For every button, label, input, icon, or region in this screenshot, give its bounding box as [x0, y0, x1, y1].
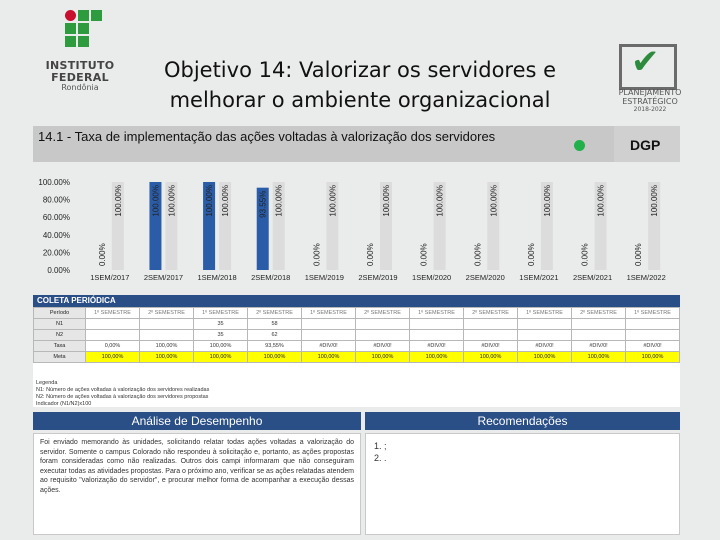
data-label: 100.00% [542, 185, 552, 217]
table-cell: 58 [248, 319, 302, 330]
table-cell [572, 319, 626, 330]
column-header: 1º SEMESTRE [86, 308, 140, 319]
table-cell: 100,00% [572, 352, 626, 363]
data-label: 100.00% [382, 185, 391, 217]
column-header: 2º SEMESTRE [248, 308, 302, 319]
table-row [34, 319, 680, 330]
table-cell [410, 330, 464, 341]
x-tick-label: 1SEM/2022 [626, 273, 666, 282]
data-label: 93.55% [258, 190, 268, 218]
analise-header: Análise de Desempenho [33, 412, 361, 430]
data-label: 100.00% [113, 185, 123, 217]
data-label: 100.00% [435, 185, 445, 217]
table-cell [518, 330, 572, 341]
table-row [34, 341, 680, 352]
column-header: 2º SEMESTRE [572, 308, 626, 319]
indicator-title: 14.1 - Taxa de implementação das ações voltadas à valorização dos servidores [38, 129, 496, 144]
table-cell: 0,00% [86, 341, 140, 352]
x-tick-label: 1SEM/2019 [304, 273, 344, 282]
table-cell [572, 330, 626, 341]
row-label: N1 [34, 319, 86, 330]
if-logo-text-2: FEDERAL [51, 71, 109, 84]
coleta-title: COLETA PERIÓDICA [37, 296, 116, 305]
column-header: 2º SEMESTRE [140, 308, 194, 319]
recomendacoes-header: Recomendações [365, 412, 680, 430]
table-cell [464, 319, 518, 330]
table-row [34, 330, 680, 341]
column-header: 1º SEMESTRE [194, 308, 248, 319]
table-cell [518, 319, 572, 330]
legend-line: Legenda [36, 380, 58, 386]
table-cell: 62 [248, 330, 302, 341]
if-logo-text-3: Rondônia [61, 83, 99, 92]
table-row [34, 352, 680, 363]
table-cell: 100,00% [248, 352, 302, 363]
table-cell [86, 319, 140, 330]
recomendacoes-list [366, 434, 679, 470]
y-tick-label: 0.00% [47, 266, 70, 275]
analise-text: Foi enviado memorando às unidades, solicitando relatar todas ações voltadas a valorização do servidor. Somente o campus Colorado não respondeu à solicitação e, portanto, as ações propostas foram consideradas como não realizadas. Outros dois campi informaram que não conseguiram executar todas as atividades propostas. Para o próximo ano, verificar se as ações relatadas atendem ao requisito "valorização do servidor", e procurar melhor forma de acompanhar a execução dessas ações. [40, 439, 355, 494]
status-indicator [574, 140, 585, 151]
coleta-header [33, 295, 680, 307]
table-cell [626, 330, 680, 341]
data-label: 0.00% [526, 243, 536, 266]
table-cell [356, 330, 410, 341]
table-cell: #DIV/0! [518, 341, 572, 352]
table-cell: #DIV/0! [356, 341, 410, 352]
y-tick-label: 100.00% [38, 178, 70, 187]
y-tick-label: 80.00% [42, 195, 70, 205]
pe-logo-text-2: ESTRATÉGICO [622, 97, 678, 106]
table-cell: 35 [194, 330, 248, 341]
x-tick-label: 2SEM/2021 [572, 273, 613, 282]
if-logo-text-1: INSTITUTO [45, 59, 115, 72]
table-cell: 100,00% [356, 352, 410, 363]
table-cell: 100,00% [86, 352, 140, 363]
coleta-legend [36, 380, 209, 408]
checkmark-icon: ✔ [631, 42, 660, 82]
pe-logo-text-1: PLANEJAMENTO [618, 88, 682, 97]
owner-label: DGP [630, 137, 661, 153]
table-cell [302, 330, 356, 341]
data-label: 0.00% [634, 243, 644, 266]
row-label: Taxa [34, 341, 86, 352]
table-cell: 100,00% [518, 352, 572, 363]
table-cell: 100,00% [464, 352, 518, 363]
planejamento-logo [605, 42, 705, 122]
x-tick-label: 2SEM/2020 [465, 273, 505, 282]
coleta-grid [33, 307, 680, 363]
table-cell: #DIV/0! [626, 341, 680, 352]
data-label: 100.00% [489, 185, 499, 217]
data-label: 0.00% [97, 243, 107, 266]
table-header-row [34, 308, 680, 319]
table-cell: 100,00% [410, 352, 464, 363]
analise-panel [33, 433, 361, 535]
data-label: 0.00% [419, 243, 429, 266]
y-tick-label: 20.00% [42, 248, 70, 258]
table-cell [140, 319, 194, 330]
column-header: 2º SEMESTRE [356, 308, 410, 319]
column-header: 1º SEMESTRE [518, 308, 572, 319]
table-cell: #DIV/0! [302, 341, 356, 352]
table-cell: 100,00% [194, 352, 248, 363]
column-header: 1º SEMESTRE [410, 308, 464, 319]
table-cell: #DIV/0! [572, 341, 626, 352]
table-cell [464, 330, 518, 341]
row-label: N2 [34, 330, 86, 341]
x-tick-label: 1SEM/2018 [197, 273, 237, 282]
data-label: 0.00% [366, 243, 375, 266]
table-cell [302, 319, 356, 330]
table-cell: 100,00% [302, 352, 356, 363]
table-cell: 35 [194, 319, 248, 330]
column-header: 2º SEMESTRE [464, 308, 518, 319]
table-cell: 100,00% [140, 352, 194, 363]
data-label: 100.00% [205, 185, 215, 217]
x-tick-label: 1SEM/2021 [519, 273, 559, 282]
column-header: 1º SEMESTRE [302, 308, 356, 319]
bar-chart [33, 162, 680, 282]
data-label: 100.00% [328, 185, 338, 217]
column-header: 1º SEMESTRE [626, 308, 680, 319]
coleta-table [33, 295, 680, 407]
table-cell [356, 319, 410, 330]
x-tick-label: 2SEM/2018 [251, 273, 291, 282]
data-label: 100.00% [221, 185, 231, 217]
column-header: Período [34, 308, 86, 319]
legend-line: N1: Número de ações voltadas à valorização dos servidores realizadas [36, 387, 210, 393]
recomendacao-item: 1. ; [374, 441, 387, 451]
if-logo-mark [65, 10, 105, 50]
if-logo [30, 22, 130, 97]
y-tick-label: 60.00% [42, 213, 70, 223]
legend-line: Indicador (N1/N2)x100 [36, 401, 92, 407]
table-cell: 100,00% [194, 341, 248, 352]
data-label: 100.00% [596, 185, 606, 217]
table-cell: 100,00% [140, 341, 194, 352]
data-label: 100.00% [167, 185, 177, 217]
table-cell: #DIV/0! [410, 341, 464, 352]
data-label: 0.00% [580, 243, 590, 266]
page-title: Objetivo 14: Valorizar os servidores e melhorar o ambiente organizacional [163, 58, 557, 112]
data-label: 0.00% [473, 243, 483, 266]
table-cell: 100,00% [626, 352, 680, 363]
x-tick-label: 1SEM/2020 [412, 273, 452, 282]
recomendacoes-panel [365, 433, 680, 535]
x-tick-label: 2SEM/2019 [358, 273, 398, 282]
data-label: 100.00% [650, 185, 660, 217]
row-label: Meta [34, 352, 86, 363]
table-cell [140, 330, 194, 341]
x-tick-label: 2SEM/2017 [143, 273, 184, 282]
x-tick-label: 1SEM/2017 [90, 273, 130, 282]
data-label: 100.00% [274, 185, 284, 217]
table-cell: #DIV/0! [464, 341, 518, 352]
table-cell [86, 330, 140, 341]
legend-line: N2: Número de ações voltadas à valorização dos servidores propostas [36, 394, 209, 400]
y-tick-label: 40.00% [42, 230, 70, 240]
table-cell [410, 319, 464, 330]
table-cell [626, 319, 680, 330]
data-label: 0.00% [312, 243, 322, 266]
data-label: 100.00% [151, 185, 161, 217]
pe-logo-text-3: 2018-2022 [633, 106, 667, 113]
recomendacao-item: 2. . [374, 453, 387, 463]
table-cell: 93,55% [248, 341, 302, 352]
